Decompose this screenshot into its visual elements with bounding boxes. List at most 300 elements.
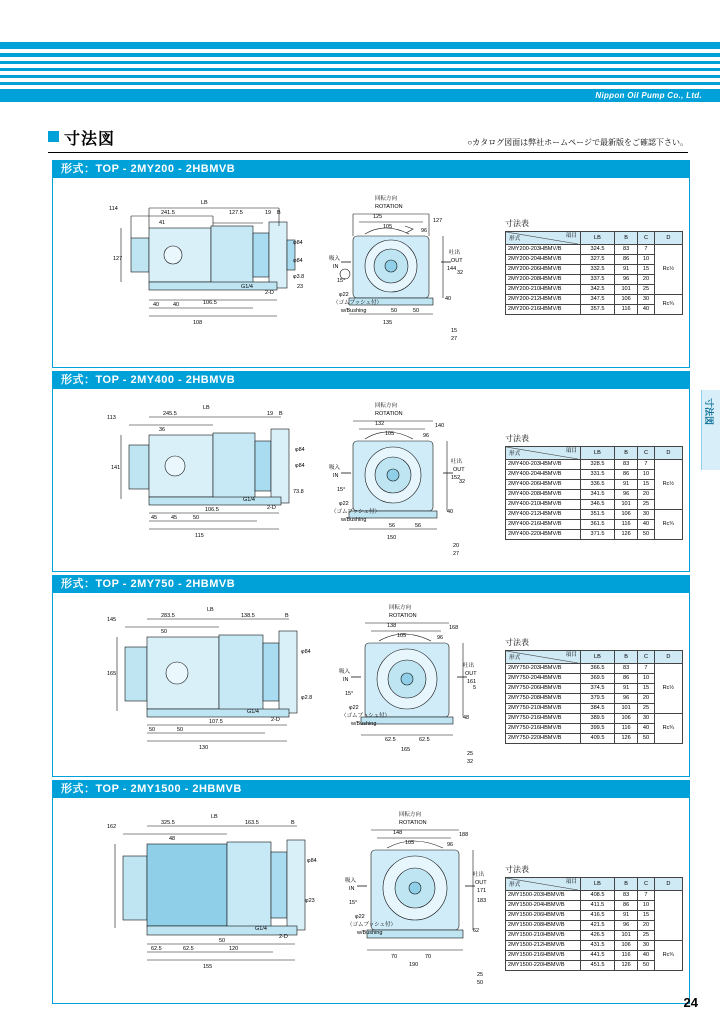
cell-model: 2MY400-212HBMV/B [506, 510, 581, 520]
spec-col-lb: LB [581, 447, 615, 460]
svg-text:241.5: 241.5 [161, 210, 175, 216]
svg-text:15: 15 [451, 328, 458, 334]
svg-text:5: 5 [473, 685, 477, 691]
svg-text:62.5: 62.5 [385, 737, 396, 743]
cell-c: 10 [638, 255, 654, 265]
cell-c: 20 [638, 921, 654, 931]
svg-text:19: 19 [265, 210, 272, 216]
svg-text:138: 138 [387, 623, 397, 629]
cell-lb: 331.5 [581, 470, 615, 480]
cell-lb: 411.5 [581, 901, 615, 911]
spec-caption: 寸法表 [505, 865, 529, 874]
cell-lb: 332.5 [581, 265, 615, 275]
svg-text:183: 183 [477, 898, 487, 904]
svg-text:φ23: φ23 [305, 898, 315, 904]
cell-c: 30 [638, 510, 654, 520]
cell-c: 40 [638, 520, 654, 530]
svg-text:IN: IN [349, 886, 355, 892]
svg-text:168: 168 [449, 625, 459, 631]
svg-text:LB: LB [203, 405, 210, 411]
cell-b: 101 [614, 931, 637, 941]
svg-text:OUT: OUT [465, 671, 477, 677]
cell-d [654, 891, 682, 941]
cell-model: 2MY200-203HBMV/B [506, 245, 581, 255]
svg-text:B: B [291, 820, 295, 826]
spec-col-c: C [638, 878, 654, 891]
title-rule [48, 152, 688, 153]
cell-model: 2MY400-203HBMV/B [506, 460, 581, 470]
cell-b: 91 [614, 265, 637, 275]
svg-text:吸入: 吸入 [345, 878, 357, 884]
svg-text:138.5: 138.5 [241, 613, 255, 619]
svg-text:96: 96 [447, 842, 454, 848]
svg-text:回転方向: 回転方向 [375, 196, 398, 202]
svg-text:40: 40 [153, 302, 160, 308]
cell-b: 96 [614, 275, 637, 285]
cell-b: 106 [614, 941, 637, 951]
svg-text:32: 32 [457, 270, 464, 276]
cell-lb: 351.5 [581, 510, 615, 520]
cell-d: Rc¾ [654, 714, 682, 744]
svg-text:70: 70 [425, 954, 432, 960]
svg-text:62.5: 62.5 [151, 946, 162, 952]
cell-c: 50 [638, 530, 654, 540]
table-row [506, 891, 683, 901]
cell-model: 2MY1500-216HBMV/B [506, 951, 581, 961]
svg-text:96: 96 [437, 635, 444, 641]
cell-model: 2MY1500-212HBMV/B [506, 941, 581, 951]
svg-text:吸入: 吸入 [329, 256, 341, 262]
svg-text:B: B [277, 210, 281, 216]
svg-text:62: 62 [473, 928, 480, 934]
svg-text:188: 188 [459, 832, 469, 838]
svg-text:190: 190 [409, 962, 419, 968]
spec-col-b: B [614, 447, 637, 460]
svg-text:15°: 15° [337, 487, 346, 493]
cell-model: 2MY750-216HBMV/B [506, 714, 581, 724]
spec-col-d: D [654, 878, 682, 891]
spec-diagonal-header [506, 447, 581, 460]
svg-text:G1/4: G1/4 [255, 926, 267, 932]
svg-text:140: 140 [435, 423, 445, 429]
svg-text:50: 50 [193, 515, 200, 521]
cell-model: 2MY200-212HBMV/B [506, 295, 581, 305]
cell-model: 2MY750-220HBMV/B [506, 734, 581, 744]
svg-text:161: 161 [467, 679, 477, 685]
spec-col-b: B [614, 232, 637, 245]
cell-model: 2MY1500-206HBMV/B [506, 911, 581, 921]
header-band-5 [0, 75, 720, 78]
section-2my400 [52, 371, 690, 572]
spec-diagonal-header [506, 651, 581, 664]
spec-col-d: D [654, 447, 682, 460]
spec-col-item: 項目 [565, 652, 577, 658]
svg-text:50: 50 [177, 727, 184, 733]
spec-col-item: 項目 [565, 233, 577, 239]
section-2my750 [52, 575, 690, 777]
svg-text:48: 48 [169, 836, 176, 842]
svg-text:32: 32 [467, 759, 474, 765]
cell-c: 7 [638, 664, 654, 674]
svg-text:（ゴムブッシュ付）: （ゴムブッシュ付） [331, 509, 381, 515]
svg-text:144: 144 [447, 266, 457, 272]
cell-b: 96 [614, 694, 637, 704]
svg-text:105: 105 [385, 431, 395, 437]
section-2my1500 [52, 780, 690, 1004]
cell-c: 15 [638, 911, 654, 921]
spec-col-model: 形式 [509, 655, 521, 661]
svg-text:27: 27 [453, 551, 460, 557]
svg-text:105: 105 [397, 633, 407, 639]
svg-text:2-D: 2-D [265, 290, 274, 296]
svg-text:吸入: 吸入 [329, 465, 341, 471]
svg-text:62.5: 62.5 [419, 737, 430, 743]
svg-text:120: 120 [229, 946, 239, 952]
svg-text:2-D: 2-D [279, 934, 288, 940]
svg-text:ROTATION: ROTATION [399, 820, 427, 826]
cell-lb: 409.5 [581, 734, 615, 744]
spec-diagonal-header [506, 232, 581, 245]
cell-b: 116 [614, 520, 637, 530]
svg-text:OUT: OUT [475, 880, 487, 886]
cell-lb: 327.5 [581, 255, 615, 265]
svg-text:w/Bushing: w/Bushing [341, 517, 367, 523]
svg-text:115: 115 [195, 533, 204, 539]
svg-text:56: 56 [389, 523, 396, 529]
cell-b: 106 [614, 510, 637, 520]
cell-model: 2MY1500-210HBMV/B [506, 931, 581, 941]
svg-text:165: 165 [107, 671, 117, 677]
spec-col-d: D [654, 232, 682, 245]
page-title-text: 寸法図 [64, 131, 116, 148]
catalog-note: ○カタログ図面は弊社ホームページで最新版をご確認下さい。 [467, 138, 688, 147]
cell-lb: 366.5 [581, 664, 615, 674]
cell-lb: 342.5 [581, 285, 615, 295]
cell-lb: 347.5 [581, 295, 615, 305]
page-number: 24 [683, 995, 698, 1010]
cell-model: 2MY750-203HBMV/B [506, 664, 581, 674]
svg-text:45: 45 [151, 515, 158, 521]
table-row [506, 295, 683, 305]
cell-b: 126 [614, 530, 637, 540]
cell-model: 2MY400-204HBMV/B [506, 470, 581, 480]
cell-b: 86 [614, 470, 637, 480]
cell-b: 86 [614, 674, 637, 684]
cell-b: 83 [614, 664, 637, 674]
spec-col-b: B [614, 878, 637, 891]
svg-text:2-D: 2-D [267, 505, 276, 511]
spec-col-b: B [614, 651, 637, 664]
svg-text:245.5: 245.5 [163, 411, 177, 417]
spec-caption: 寸法表 [505, 434, 529, 443]
svg-text:G1/4: G1/4 [243, 497, 255, 503]
cell-b: 101 [614, 285, 637, 295]
svg-text:LB: LB [201, 200, 208, 206]
spec-caption: 寸法表 [505, 638, 529, 647]
svg-text:56: 56 [415, 523, 422, 529]
svg-text:107.5: 107.5 [209, 719, 223, 725]
svg-text:OUT: OUT [451, 258, 463, 264]
cell-b: 116 [614, 724, 637, 734]
cell-lb: 431.5 [581, 941, 615, 951]
spec-col-lb: LB [581, 232, 615, 245]
table-row [506, 664, 683, 674]
cell-b: 91 [614, 911, 637, 921]
side-tab [701, 390, 720, 470]
svg-text:125: 125 [373, 214, 383, 220]
svg-text:50: 50 [219, 938, 226, 944]
spec-table-2my1500 [505, 864, 685, 971]
svg-text:φ84: φ84 [295, 447, 305, 453]
cell-lb: 341.5 [581, 490, 615, 500]
svg-text:283.5: 283.5 [161, 613, 175, 619]
cell-c: 40 [638, 951, 654, 961]
svg-text:2-D: 2-D [271, 717, 280, 723]
cell-model: 2MY200-210HBMV/B [506, 285, 581, 295]
cell-b: 126 [614, 734, 637, 744]
svg-text:148: 148 [393, 830, 403, 836]
svg-text:（ゴムブッシュ付）: （ゴムブッシュ付） [333, 300, 383, 306]
spec-col-lb: LB [581, 651, 615, 664]
svg-text:105: 105 [383, 224, 393, 230]
cell-lb: 379.5 [581, 694, 615, 704]
cell-lb: 369.5 [581, 674, 615, 684]
section-2my200 [52, 160, 690, 368]
cell-c: 7 [638, 891, 654, 901]
cell-b: 126 [614, 961, 637, 971]
svg-text:IN: IN [333, 264, 339, 270]
cell-lb: 336.5 [581, 480, 615, 490]
svg-text:96: 96 [423, 433, 430, 439]
cell-lb: 389.5 [581, 714, 615, 724]
cell-c: 10 [638, 674, 654, 684]
svg-text:50: 50 [161, 629, 168, 635]
svg-text:15°: 15° [349, 900, 358, 906]
cell-model: 2MY750-204HBMV/B [506, 674, 581, 684]
cell-b: 91 [614, 684, 637, 694]
cell-d: Rc½ [654, 664, 682, 714]
svg-text:62.5: 62.5 [183, 946, 194, 952]
svg-text:108: 108 [193, 320, 203, 326]
svg-text:φ22: φ22 [349, 705, 359, 711]
svg-text:φ2.8: φ2.8 [301, 695, 313, 701]
table-row [506, 941, 683, 951]
svg-text:吐出: 吐出 [463, 663, 475, 669]
table-row [506, 714, 683, 724]
spec-table-2my400 [505, 433, 685, 540]
svg-text:φ84: φ84 [293, 240, 303, 246]
svg-text:50: 50 [149, 727, 156, 733]
cell-lb: 371.5 [581, 530, 615, 540]
svg-text:96: 96 [421, 228, 428, 234]
svg-text:106.5: 106.5 [205, 507, 219, 513]
cell-model: 2MY200-206HBMV/B [506, 265, 581, 275]
spec-diagonal-header [506, 878, 581, 891]
cell-model: 2MY750-210HBMV/B [506, 704, 581, 714]
spec-col-lb: LB [581, 878, 615, 891]
svg-text:27: 27 [451, 336, 458, 342]
header-band-3 [0, 61, 720, 64]
svg-text:w/Bushing: w/Bushing [341, 308, 367, 314]
svg-text:φ22: φ22 [339, 501, 349, 507]
svg-text:IN: IN [333, 473, 339, 479]
svg-text:w/Bushing: w/Bushing [357, 930, 383, 936]
cell-b: 116 [614, 305, 637, 315]
svg-text:105: 105 [405, 840, 415, 846]
cell-c: 20 [638, 694, 654, 704]
cell-b: 96 [614, 490, 637, 500]
svg-text:41: 41 [159, 220, 166, 226]
cell-b: 83 [614, 245, 637, 255]
svg-text:40: 40 [445, 296, 452, 302]
svg-text:G1/4: G1/4 [241, 284, 253, 290]
svg-text:IN: IN [343, 677, 349, 683]
table-row [506, 460, 683, 470]
svg-text:50: 50 [391, 308, 398, 314]
spec-col-model: 形式 [509, 236, 521, 242]
svg-text:114: 114 [109, 206, 118, 212]
svg-text:25: 25 [467, 751, 474, 757]
cell-c: 50 [638, 734, 654, 744]
svg-text:OUT: OUT [453, 467, 465, 473]
table-row [506, 510, 683, 520]
svg-text:φ84: φ84 [307, 858, 317, 864]
svg-text:145: 145 [107, 617, 117, 623]
svg-text:141: 141 [111, 465, 121, 471]
svg-text:w/Bushing: w/Bushing [351, 721, 377, 727]
cell-b: 101 [614, 500, 637, 510]
cell-b: 106 [614, 295, 637, 305]
header-band-1 [0, 42, 720, 49]
cell-b: 91 [614, 480, 637, 490]
svg-text:152: 152 [451, 475, 461, 481]
cell-b: 106 [614, 714, 637, 724]
svg-text:127: 127 [433, 218, 443, 224]
title-square-icon [48, 131, 59, 142]
svg-text:171: 171 [477, 888, 487, 894]
svg-text:φ22: φ22 [339, 292, 349, 298]
section-heading: 形式：TOP - 2MY750 - 2HBMVB [53, 576, 689, 593]
svg-text:70: 70 [391, 954, 398, 960]
svg-text:25: 25 [477, 972, 484, 978]
svg-text:113: 113 [107, 415, 116, 421]
svg-text:B: B [279, 411, 283, 417]
cell-c: 20 [638, 275, 654, 285]
svg-text:155: 155 [203, 964, 213, 970]
cell-lb: 451.5 [581, 961, 615, 971]
cell-model: 2MY400-216HBMV/B [506, 520, 581, 530]
svg-text:130: 130 [199, 745, 209, 751]
cell-c: 50 [638, 961, 654, 971]
svg-text:吐出: 吐出 [473, 872, 485, 878]
cell-model: 2MY1500-220HBMV/B [506, 961, 581, 971]
svg-text:36: 36 [159, 427, 166, 433]
cell-b: 86 [614, 255, 637, 265]
svg-text:163.5: 163.5 [245, 820, 259, 826]
svg-text:162: 162 [107, 824, 117, 830]
svg-text:LB: LB [211, 814, 218, 820]
cell-model: 2MY750-206HBMV/B [506, 684, 581, 694]
cell-c: 10 [638, 901, 654, 911]
cell-b: 83 [614, 891, 637, 901]
cell-model: 2MY400-220HBMV/B [506, 530, 581, 540]
cell-c: 40 [638, 724, 654, 734]
svg-text:φ3.8: φ3.8 [293, 274, 305, 280]
spec-table-2my750 [505, 637, 685, 744]
page-header [0, 42, 720, 104]
svg-text:ROTATION: ROTATION [375, 204, 403, 210]
svg-text:回転方向: 回転方向 [389, 605, 412, 611]
svg-text:吐出: 吐出 [451, 459, 463, 465]
svg-text:（ゴムブッシュ付）: （ゴムブッシュ付） [341, 713, 391, 719]
svg-text:135: 135 [383, 320, 393, 326]
cell-b: 86 [614, 901, 637, 911]
header-band-2 [0, 53, 720, 57]
cell-lb: 416.5 [581, 911, 615, 921]
spec-col-model: 形式 [509, 882, 521, 888]
cell-b: 101 [614, 704, 637, 714]
cell-c: 7 [638, 245, 654, 255]
cell-model: 2MY1500-203HBMV/B [506, 891, 581, 901]
svg-text:φ84: φ84 [301, 649, 311, 655]
svg-text:23: 23 [297, 284, 304, 290]
svg-text:ROTATION: ROTATION [389, 613, 417, 619]
cell-model: 2MY400-210HBMV/B [506, 500, 581, 510]
spec-col-d: D [654, 651, 682, 664]
spec-col-c: C [638, 651, 654, 664]
cell-c: 25 [638, 704, 654, 714]
cell-c: 15 [638, 480, 654, 490]
cell-c: 40 [638, 305, 654, 315]
cell-d: Rc¾ [654, 510, 682, 540]
svg-text:φ22: φ22 [355, 914, 365, 920]
spec-caption: 寸法表 [505, 219, 529, 228]
svg-text:50: 50 [413, 308, 420, 314]
svg-text:15°: 15° [345, 691, 354, 697]
cell-lb: 361.5 [581, 520, 615, 530]
cell-model: 2MY400-208HBMV/B [506, 490, 581, 500]
cell-model: 2MY200-208HBMV/B [506, 275, 581, 285]
cell-d: Rc½ [654, 460, 682, 510]
svg-text:回転方向: 回転方向 [399, 812, 422, 818]
spec-col-item: 項目 [565, 879, 577, 885]
svg-text:48: 48 [463, 715, 470, 721]
svg-text:45: 45 [171, 515, 178, 521]
cell-lb: 374.5 [581, 684, 615, 694]
table-row [506, 245, 683, 255]
cell-lb: 408.5 [581, 891, 615, 901]
cell-model: 2MY200-204HBMV/B [506, 255, 581, 265]
spec-col-c: C [638, 447, 654, 460]
svg-text:132: 132 [375, 421, 385, 427]
cell-lb: 399.5 [581, 724, 615, 734]
cell-lb: 357.5 [581, 305, 615, 315]
svg-text:LB: LB [207, 607, 214, 613]
cell-model: 2MY1500-204HBMV/B [506, 901, 581, 911]
svg-text:106.5: 106.5 [203, 300, 217, 306]
side-tab-label: 寸法図 [704, 398, 714, 426]
cell-lb: 421.5 [581, 921, 615, 931]
cell-c: 25 [638, 285, 654, 295]
svg-text:20: 20 [453, 543, 460, 549]
cell-c: 30 [638, 941, 654, 951]
svg-text:φ84: φ84 [295, 463, 305, 469]
cell-c: 30 [638, 295, 654, 305]
svg-text:32: 32 [459, 479, 466, 485]
cell-b: 83 [614, 460, 637, 470]
header-band-6 [0, 82, 720, 85]
cell-c: 30 [638, 714, 654, 724]
